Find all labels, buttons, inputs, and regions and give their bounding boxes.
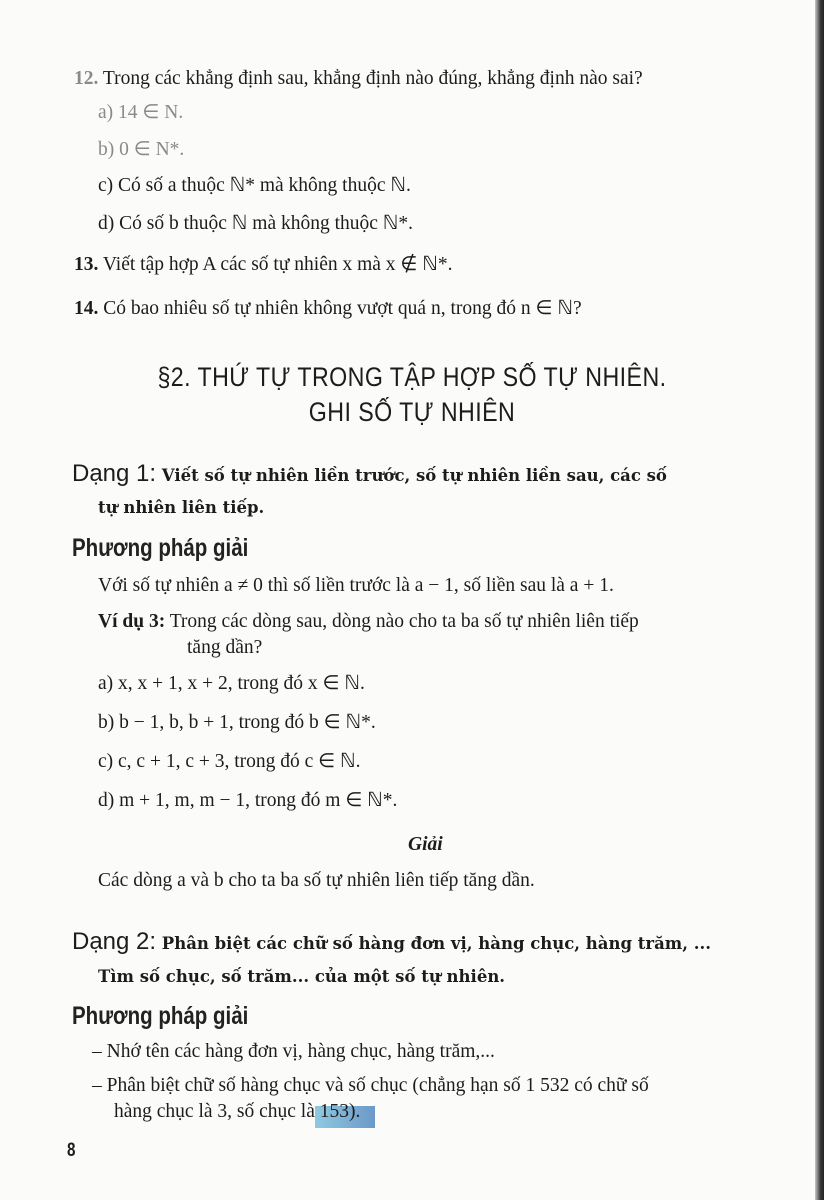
exercise-number: 13. [74, 254, 99, 275]
dang1-heading [72, 462, 667, 488]
section-title-line2: GHI SỐ TỰ NHIÊN [308, 397, 516, 427]
exercise-12-c: c) Có số a thuộc ℕ* mà không thuộc ℕ. [98, 175, 411, 196]
method-heading: Phương pháp giải [72, 534, 249, 562]
exercise-12-b: b) 0 ∈ N*. [98, 139, 185, 160]
dang2-heading-cont: Tìm số chục, số trăm... của một số tự nhiên. [98, 967, 506, 986]
option-c: c) c, c + 1, c + 3, trong đó c ∈ ℕ. [98, 751, 361, 772]
dang1-heading-cont: tự nhiên liên tiếp. [98, 498, 265, 517]
exercise-text: Trong các khẳng định sau, khẳng định nào đúng, khẳng định nào sai? [98, 68, 643, 89]
method-text: Với số tự nhiên a ≠ 0 thì số liền trước là a − 1, số liền sau là a + 1. [98, 575, 614, 596]
page-edge [815, 0, 824, 1200]
exercise-text: Có bao nhiêu số tự nhiên không vượt quá n, trong đó n ∈ ℕ? [98, 298, 582, 319]
option-a: a) x, x + 1, x + 2, trong đó x ∈ ℕ. [98, 673, 365, 694]
exercise-12 [74, 67, 643, 91]
page-number: 8 [67, 1140, 76, 1161]
exercise-number: 14. [74, 298, 99, 319]
dang2-heading [72, 930, 711, 956]
solution-text: Các dòng a và b cho ta ba số tự nhiên liên tiếp tăng dần. [98, 870, 535, 891]
exercise-12-d: d) Có số b thuộc ℕ mà không thuộc ℕ*. [98, 213, 414, 234]
exercise-14 [74, 297, 582, 321]
dang-label: Dạng 1: [72, 460, 157, 487]
method-heading: Phương pháp giải [72, 1002, 249, 1030]
method-item-2-cont: hàng chục là 3, số chục là 153). [114, 1101, 361, 1122]
dang-title: Phân biệt các chữ số hàng đơn vị, hàng chục, hàng trăm, ... [156, 934, 711, 953]
example-3-cont: tăng dần? [187, 637, 263, 658]
exercise-12-a: a) 14 ∈ N. [98, 102, 184, 123]
example-label: Ví dụ 3: [98, 611, 166, 632]
exercise-13 [74, 253, 453, 277]
example-text: Trong các dòng sau, dòng nào cho ta ba số tự nhiên liên tiếp [165, 611, 639, 632]
dang-title: Viết số tự nhiên liền trước, số tự nhiên liền sau, các số [156, 466, 667, 485]
option-b: b) b − 1, b, b + 1, trong đó b ∈ ℕ*. [98, 712, 376, 733]
exercise-number: 12. [74, 68, 99, 89]
exercise-text: Viết tập hợp A các số tự nhiên x mà x ∉ ℕ*. [98, 254, 453, 275]
solution-label: Giải [408, 834, 443, 855]
section-title-line1: §2. THỨ TỰ TRONG TẬP HỢP SỐ TỰ NHIÊN. [157, 362, 667, 392]
option-d: d) m + 1, m, m − 1, trong đó m ∈ ℕ*. [98, 790, 398, 811]
method-item-1: – Nhớ tên các hàng đơn vị, hàng chục, hàng trăm,... [92, 1041, 495, 1062]
method-item-2: – Phân biệt chữ số hàng chục và số chục (chẳng hạn số 1 532 có chữ số [92, 1075, 649, 1096]
dang-label: Dạng 2: [72, 928, 157, 955]
example-3 [98, 610, 639, 634]
